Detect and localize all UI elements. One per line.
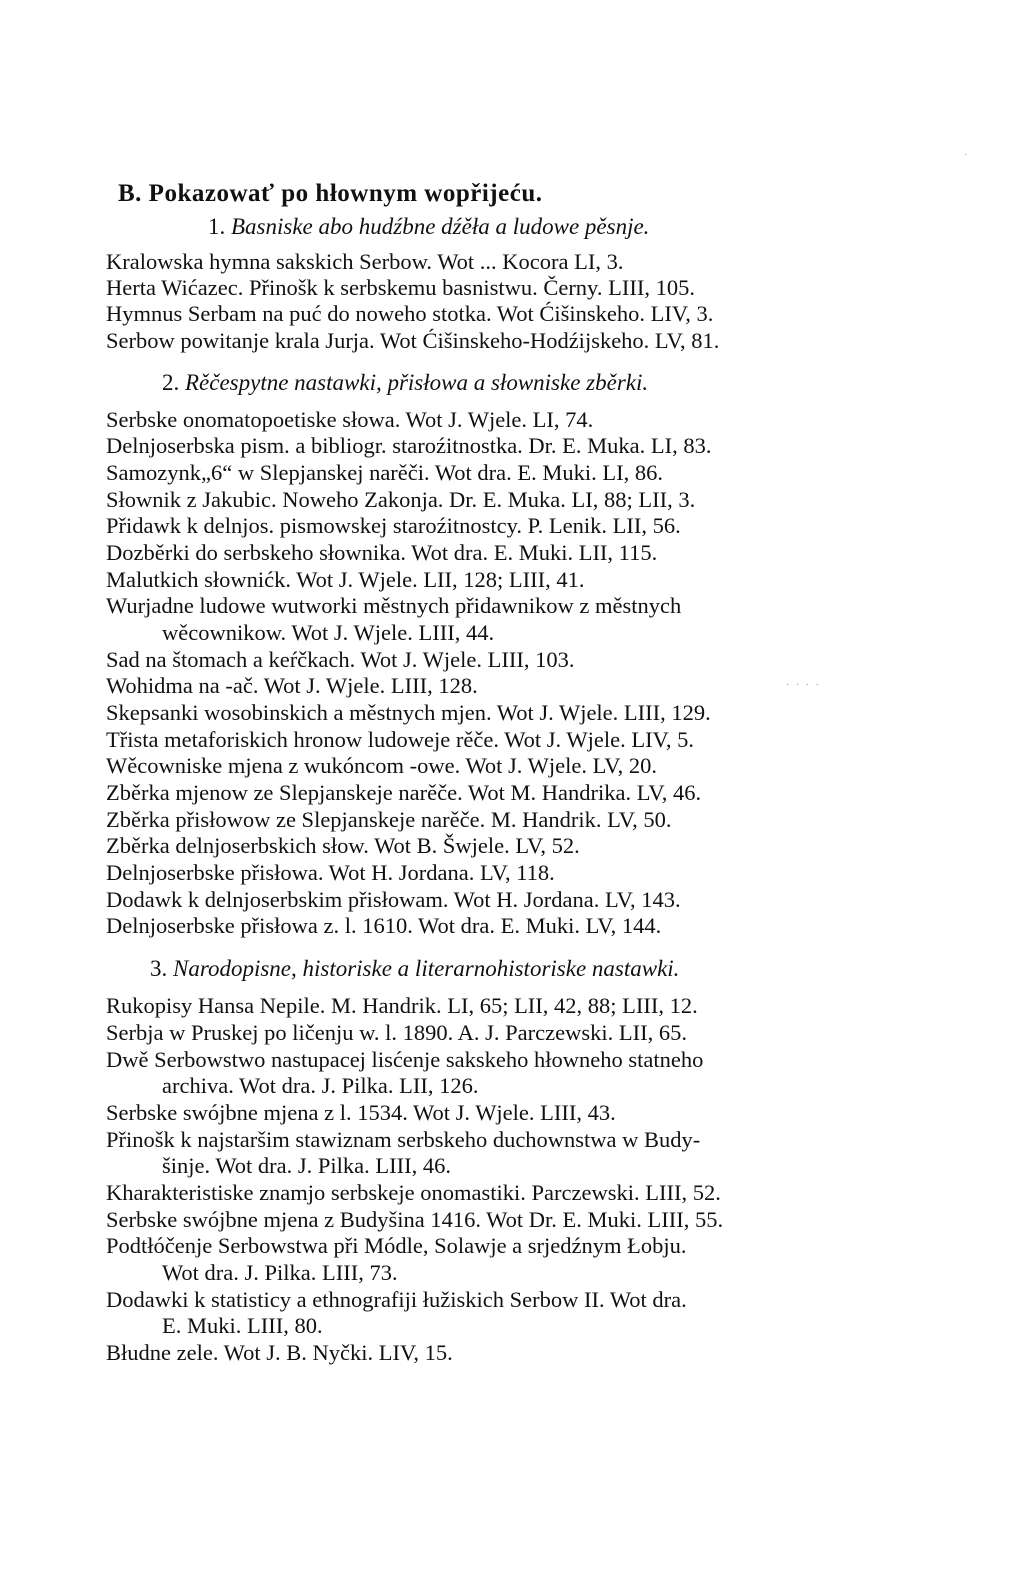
subsection-title: Narodopisne, historiske a literarnohistoriske nastawki. <box>173 956 680 981</box>
entry-line-continuation: wěcownikow. Wot J. Wjele. LIII, 44. <box>162 620 495 645</box>
entry-line: Serbow powitanje krala Jurja. Wot Ćišinskeho-Hodźijskeho. LV, 81. <box>106 328 720 353</box>
entry-line: Wěcowniske mjena z wukóncom -owe. Wot J. Wjele. LV, 20. <box>106 753 657 778</box>
entry-line: Serbja w Pruskej po ličenju w. l. 1890. A. J. Parczewski. LII, 65. <box>106 1020 687 1045</box>
entry-line: Dodawki k statisticy a ethnografiji łužiskich Serbow II. Wot dra. <box>106 1287 687 1312</box>
subsection-heading-1 <box>208 214 649 240</box>
entry-line-continuation: Wot dra. J. Pilka. LIII, 73. <box>162 1260 398 1285</box>
entry-line: Kralowska hymna sakskich Serbow. Wot ... Kocora LI, 3. <box>106 249 624 274</box>
entry-line-continuation: E. Muki. LIII, 80. <box>162 1313 323 1338</box>
section-heading: B. Pokazowať po hłownym wopřijeću. <box>118 180 543 207</box>
entry-line: Sad na štomach a keŕčkach. Wot J. Wjele. LIII, 103. <box>106 647 575 672</box>
print-speck: · · · · <box>786 680 821 691</box>
entry-line: Dodawk k delnjoserbskim přisłowam. Wot H. Jordana. LV, 143. <box>106 887 681 912</box>
entry-line: Skepsanki wosobinskich a městnych mjen. Wot J. Wjele. LIII, 129. <box>106 700 711 725</box>
entry-line: Serbske onomatopoetiske słowa. Wot J. Wjele. LI, 74. <box>106 407 594 432</box>
entry-line: Dozběrki do serbskeho słownika. Wot dra. E. Muki. LII, 115. <box>106 540 658 565</box>
entry-line: Wohidma na -ač. Wot J. Wjele. LIII, 128. <box>106 673 478 698</box>
entry-line: Delnjoserbske přisłowa. Wot H. Jordana. LV, 118. <box>106 860 555 885</box>
entry-line: Herta Wićazec. Přinošk k serbskemu basnistwu. Černy. LIII, 105. <box>106 275 695 300</box>
entry-line: Delnjoserbske přisłowa z. l. 1610. Wot dra. E. Muki. LV, 144. <box>106 913 662 938</box>
entry-line: Zběrka mjenow ze Slepjanskeje narěče. Wot M. Handrika. LV, 46. <box>106 780 702 805</box>
entry-line: Samozynk„6“ w Slepjanskej narěči. Wot dra. E. Muki. LI, 86. <box>106 460 664 485</box>
subsection-number: 2. <box>162 370 180 395</box>
entry-line: Hymnus Serbam na puć do noweho stotka. Wot Ćišinskeho. LIV, 3. <box>106 301 714 326</box>
entry-line-continuation: archiva. Wot dra. J. Pilka. LII, 126. <box>162 1073 479 1098</box>
subsection-number: 3. <box>150 956 168 981</box>
entry-line: Serbske swójbne mjena z Budyšina 1416. Wot Dr. E. Muki. LIII, 55. <box>106 1207 724 1232</box>
entry-line: Přidawk k delnjos. pismowskej staroźitnostcy. P. Lenik. LII, 56. <box>106 513 681 538</box>
entry-line: Malutkich słownićk. Wot J. Wjele. LII, 128; LIII, 41. <box>106 567 585 592</box>
entry-line: Błudne zele. Wot J. B. Nyčki. LIV, 15. <box>106 1340 453 1365</box>
entry-line: Delnjoserbska pism. a bibliogr. staroźitnostka. Dr. E. Muka. LI, 83. <box>106 433 712 458</box>
entry-line: Přinošk k najstaršim stawiznam serbskeho duchownstwa w Budy- <box>106 1127 701 1152</box>
subsection-number: 1. <box>208 214 226 239</box>
entry-line: Słownik z Jakubic. Noweho Zakonja. Dr. E. Muka. LI, 88; LII, 3. <box>106 487 696 512</box>
subsection-title: Rěčespytne nastawki, přisłowa a słowniske zběrki. <box>185 370 649 395</box>
entry-line: Serbske swójbne mjena z l. 1534. Wot J. Wjele. LIII, 43. <box>106 1100 616 1125</box>
entry-line: Rukopisy Hansa Nepile. M. Handrik. LI, 65; LII, 42, 88; LIII, 12. <box>106 993 698 1018</box>
entry-line-continuation: šinje. Wot dra. J. Pilka. LIII, 46. <box>162 1153 451 1178</box>
entry-line: Podtłóčenje Serbowstwa při Módle, Solawje a srjedźnym Łobju. <box>106 1233 687 1258</box>
entry-line: Třista metaforiskich hronow ludoweje rěče. Wot J. Wjele. LIV, 5. <box>106 727 695 752</box>
entry-line: Zběrka delnjoserbskich słow. Wot B. Šwjele. LV, 52. <box>106 833 580 858</box>
entry-line: Wurjadne ludowe wutworki městnych přidawnikow z městnych <box>106 593 682 618</box>
subsection-heading-3 <box>150 956 679 982</box>
entry-line: Zběrka přisłowow ze Slepjanskeje narěče. M. Handrik. LV, 50. <box>106 807 672 832</box>
entry-line: Dwě Serbowstwo nastupacej lisćenje sakskeho hłowneho statneho <box>106 1047 704 1072</box>
subsection-title: Basniske abo hudźbne dźěła a ludowe pěsnje. <box>231 214 650 239</box>
entry-line: Kharakteristiske znamjo serbskeje onomastiki. Parczewski. LIII, 52. <box>106 1180 721 1205</box>
print-speck: · <box>964 150 970 161</box>
subsection-heading-2 <box>162 370 648 396</box>
